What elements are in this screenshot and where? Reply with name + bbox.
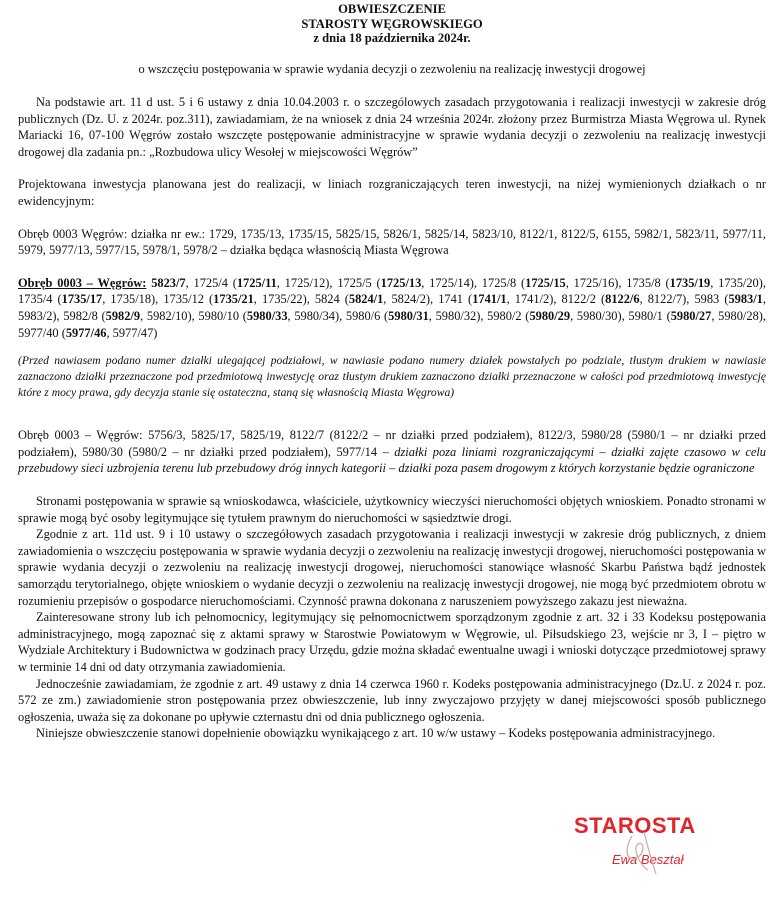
parcel-text: , 5977/47) <box>106 325 158 340</box>
parcel-number-bold: 1735/21 <box>213 292 254 307</box>
parcel-text: , 5982/10), 5980/10 ( <box>140 309 247 324</box>
parcel-text: , 1735/20), 1735/4 ( <box>18 275 766 307</box>
parties-paragraph: Stronami postępowania w sprawie są wnioskodawca, właściciele, użytkownicy wieczyści nieruchomości objętych wnioskiem. Ponadto stronami w sprawie mogą być osoby legitymujące się tytułem prawnym do nieruchomości w sąsiedztwie drogi. <box>18 494 766 525</box>
parcel-number-bold: 1741/1 <box>472 292 507 307</box>
parcel-number-bold: 8122/6 <box>605 292 640 307</box>
parcel-text: , 1741/2), 8122/2 ( <box>506 292 606 307</box>
notification-paragraph: Jednocześnie zawiadamiam, że zgodnie z art. 49 ustawy z dnia 14 czerwca 1960 r. Kodeks postępowania administracyjnego (Dz.U. z 2024 r. poz. 572 ze zm.) zawiadomienie stron postępowania przez obwieszczenie, lub inny zwyczajowo przyjęty w danej miejscowości sposób publicznego ogłoszenia, uważa się za dokonane po upływie czternastu dni od dnia publicznego ogłoszenia. <box>18 676 766 724</box>
parcel-number-bold: 5983/1 <box>728 292 763 307</box>
intro-paragraph: Na podstawie art. 11 d ust. 5 i 6 ustawy z dnia 10.04.2003 r. o szczególowych zasadach przygotowania i realizacji inwestycji w zakresie dróg publicznych (Dz. U. z 2024r. poz.311), zawiadamiam, że na wniosek z dnia 24 września 2024r. złożony przez Burmistrza Miasta Węgrowa ul. Rynek Mariacki 16, 07-100 Węgrów zostało wszczęte postępowanie administracyjne w sprawie wydania decyzji o zezwoleniu na realizację inwestycji drogowej dla zadania pn.: „Rozbudowa ulicy Wesołej w miejscowości Węgrów” <box>18 95 766 159</box>
parcel-number-bold: 5980/27 <box>670 309 712 324</box>
obreb-temporary-parcels <box>18 427 766 477</box>
stamp-title: STAROSTA <box>574 813 696 838</box>
parcel-number-bold: 1725/11 <box>236 275 277 290</box>
header-title: OBWIESZCZENIE <box>338 2 446 16</box>
parcel-number-bold: 5977/46 <box>65 325 107 340</box>
parcel-number-bold: 5980/31 <box>388 309 429 324</box>
parcel-number-bold: 1735/19 <box>669 275 711 290</box>
stamp-name: Ewa Beształ <box>612 852 684 867</box>
parcel-text: , 5980/32), 5980/2 ( <box>428 309 530 324</box>
closing-paragraph: Niniejsze obwieszczenie stanowi dopełnienie obowiązku wynikającego z art. 10 w/w ustawy – Kodeks postępowania administracyjnego. <box>36 726 716 741</box>
parcel-text: , 5824/2), 1741 ( <box>383 292 473 307</box>
handwritten-signature-icon <box>574 813 724 878</box>
parcel-number-bold: 1725/15 <box>525 275 566 290</box>
parcel-text: , 5980/34), 5980/6 ( <box>287 309 389 324</box>
obreb-label: Obręb 0003 – Węgrów: <box>18 275 147 290</box>
parcel-text: , 1735/18), 1735/12 ( <box>102 292 214 307</box>
parcel-text: , 1725/4 ( <box>185 275 237 290</box>
header-issuer: STAROSTY WĘGROWSKIEGO <box>301 16 483 31</box>
parcel-text: , 1725/12), 1725/5 ( <box>276 275 381 290</box>
parcel-text: , 1725/16), 1735/8 ( <box>565 275 670 290</box>
parcel-number-bold: 5823/7 <box>151 275 186 290</box>
parcel-number-bold: 5980/33 <box>246 309 288 324</box>
trade-ban-paragraph: Zgodnie z art. 11d ust. 9 i 10 ustawy o szczegółowych zasadach przygotowania i realizacji inwestycji w zakresie dróg publicznych, z dniem zawiadomienia o wszczęciu postępowania w sprawie wydania decyzji o zezwoleniu na realizację inwestycji drogowej, nieruchomości postępowania w sprawie wydania decyzji o zezwoleniu na realizację inwestycji drogowej, nieruchomości stanowiące własność Skarbu Państwa bądź jednostek samorządu terytorialnego, objęte wnioskiem o wydanie decyzji o zezwoleniu na realizację inwestycji drogowej, nie mogą być przedmiotem obrotu w rozumieniu przepisów o gospodarce nieruchomościami. Czynność prawna dokonana z naruszeniem powyższego zakazu jest nieważna. <box>18 527 766 608</box>
parcel-text: , 1735/22), 5824 ( <box>253 292 349 307</box>
parcel-number-bold: 1725/13 <box>380 275 422 290</box>
temporary-parcel-list: Obręb 0003 – Węgrów: 5756/3, 5825/17, 5825/19, 8122/7 (8122/2 – nr działki przed podziałem), 8122/3, 5980/28 (5980/1 – nr działki przed podziałem), 5980/30 (5980/2 – nr działki przed podziałem), 5977/14 <box>18 428 766 459</box>
projekt-paragraph: Projektowana inwestycja planowana jest do realizacji, w liniach rozgraniczających teren inwestycji, na niżej wymienionych działkach o nr ewidencyjnym: <box>18 177 766 209</box>
parcel-number-bold: 5824/1 <box>348 292 384 307</box>
temporary-parcel-description: – działki poza liniami rozgraniczającymi – działki zajęte czasowo w celu przebudowy sieci uzbrojenia terenu lub przebudowy dróg innych kategorii – działki poza pasem drogowym z których korzystanie będzie ograniczone <box>18 444 766 476</box>
header-date: z dnia 18 października 2024r. <box>313 31 471 45</box>
obreb-municipal-parcels: Obręb 0003 Węgrów: działka nr ew.: 1729, 1735/13, 1735/15, 5825/15, 5826/1, 5825/14, 5823/10, 8122/1, 8122/5, 6155, 5982/1, 5823/11, 5977/11, 5979, 5977/13, 5977/15, 5978/1, 5978/2 – działka będąca własnością Miasta Węgrowa <box>18 226 766 258</box>
parcel-text: , 1725/14), 1725/8 ( <box>421 275 526 290</box>
obreb-divided-parcels <box>18 275 766 341</box>
parcel-text: , 5980/28), 5977/40 ( <box>18 309 766 340</box>
document-header <box>18 2 766 46</box>
parcel-text: , 8122/7), 5983 ( <box>639 292 729 307</box>
parcel-number-bold: 5982/9 <box>105 309 141 324</box>
parcel-number-bold: 5980/29 <box>529 309 571 324</box>
parcel-note: (Przed nawiasem podano numer działki ulegającej podziałowi, w nawiasie podano numery działek powstałych po podziale, tłustym drukiem w nawiasie zaznaczono działki przeznaczone pod przedmiotową inwestycję oraz tłustym drukiem zaznaczono działki przeznaczone w całości pod przedmiotową inwestycję które z mocy prawa, gdy decyzja stanie się ostateczna, staną się własnością Miasta Węgrowa) <box>18 354 766 400</box>
parcel-text: , 5980/30), 5980/1 ( <box>570 309 671 324</box>
document-page <box>18 0 766 742</box>
parcel-text: , 5983/2), 5982/8 ( <box>18 292 766 324</box>
parcel-number-bold: 1735/17 <box>61 292 103 307</box>
access-files-paragraph: Zainteresowane strony lub ich pełnomocnicy, legitymujący się pełnomocnictwem sporządzonym zgodnie z art. 32 i 33 Kodeksu postępowania administracyjnego, mogą zapoznać się z aktami sprawy w Starostwie Powiatowym w Węgrowie, ul. Piłsudskiego 23, wejście nr 3, I – piętro w Wydziale Architektury i Budownictwa w godzinach pracy Urzędu, gdzie można składać ewentualne uwagi i wnioski dotyczące przedmiotowej sprawy w terminie 14 dni od daty otrzymania zawiadomienia. <box>18 610 766 674</box>
starosta-stamp <box>574 813 724 878</box>
document-subject: o wszczęciu postępowania w sprawie wydania decyzji o zezwoleniu na realizację inwestycji drogowej <box>138 61 646 76</box>
